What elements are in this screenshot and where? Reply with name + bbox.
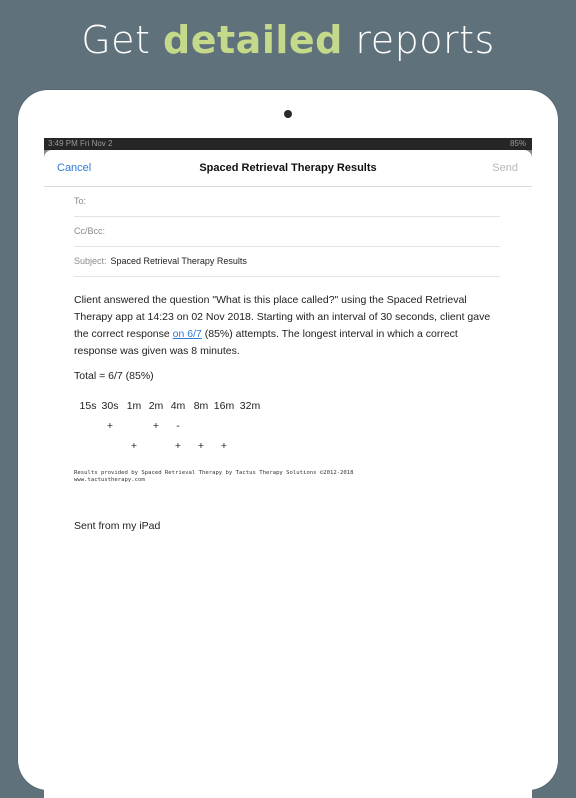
interval-cell-7: 32m (239, 400, 261, 412)
message-text-end: (85%) attempts. The longest interval in which a correct response was given was 8 minutes. (74, 328, 458, 357)
interval-cell-5: 8m (193, 400, 209, 412)
interval-cell-0: 15s (79, 400, 97, 412)
result-cell-2-2: + (130, 440, 138, 452)
cancel-button[interactable]: Cancel (57, 162, 92, 174)
promo-headline (0, 18, 576, 62)
to-label: To: (74, 196, 87, 206)
message-paragraph[interactable] (74, 292, 494, 360)
result-cell-2-6: + (220, 440, 228, 452)
result-cell-2-4: + (174, 440, 182, 452)
email-signature: Sent from my iPad (74, 520, 161, 532)
headline-prefix: Get (81, 18, 164, 62)
status-bar (44, 138, 532, 150)
footer-url: www.tactustherapy.com (74, 477, 145, 483)
cc-bcc-label: Cc/Bcc: (74, 226, 106, 236)
headline-accent: detailed (163, 18, 343, 62)
status-battery: 85% (509, 139, 526, 148)
interval-cell-4: 4m (170, 400, 186, 412)
interval-cell-2: 1m (126, 400, 142, 412)
send-button[interactable]: Send (492, 162, 518, 174)
interval-cell-1: 30s (101, 400, 119, 412)
interval-cell-6: 16m (213, 400, 235, 412)
footer-credit (74, 470, 354, 484)
compose-title: Spaced Retrieval Therapy Results (199, 162, 377, 174)
subject-label: Subject: (74, 256, 107, 266)
result-cell-1-3: + (152, 420, 160, 432)
to-field[interactable] (74, 186, 500, 217)
compose-sheet (44, 150, 532, 798)
subject-field[interactable] (74, 246, 500, 277)
result-cell-1-1: + (106, 420, 114, 432)
compose-navbar (44, 150, 532, 187)
attempts-link[interactable]: on 6/7 (172, 328, 202, 340)
result-cell-1-4: - (176, 420, 180, 432)
ipad-screen (44, 138, 532, 798)
status-time-date: 3:49 PM Fri Nov 2 (48, 139, 113, 148)
cc-bcc-field[interactable] (74, 216, 500, 247)
result-cell-2-5: + (197, 440, 205, 452)
interval-cell-3: 2m (148, 400, 164, 412)
headline-suffix: reports (342, 18, 495, 62)
total-line: Total = 6/7 (85%) (74, 370, 154, 382)
footer-credit-line: Results provided by Spaced Retrieval Therapy by Tactus Therapy Solutions ©2012-2018 (74, 470, 354, 476)
camera-icon (284, 110, 292, 118)
subject-value: Spaced Retrieval Therapy Results (110, 256, 247, 266)
ipad-frame (18, 90, 558, 790)
message-text-start: Client answered the question "What is this place called?" using the Spaced Retrieval Therapy app at 14:23 on 02 Nov 2018. Starting with an interval of 30 seconds, client gave the correct response (74, 294, 491, 340)
